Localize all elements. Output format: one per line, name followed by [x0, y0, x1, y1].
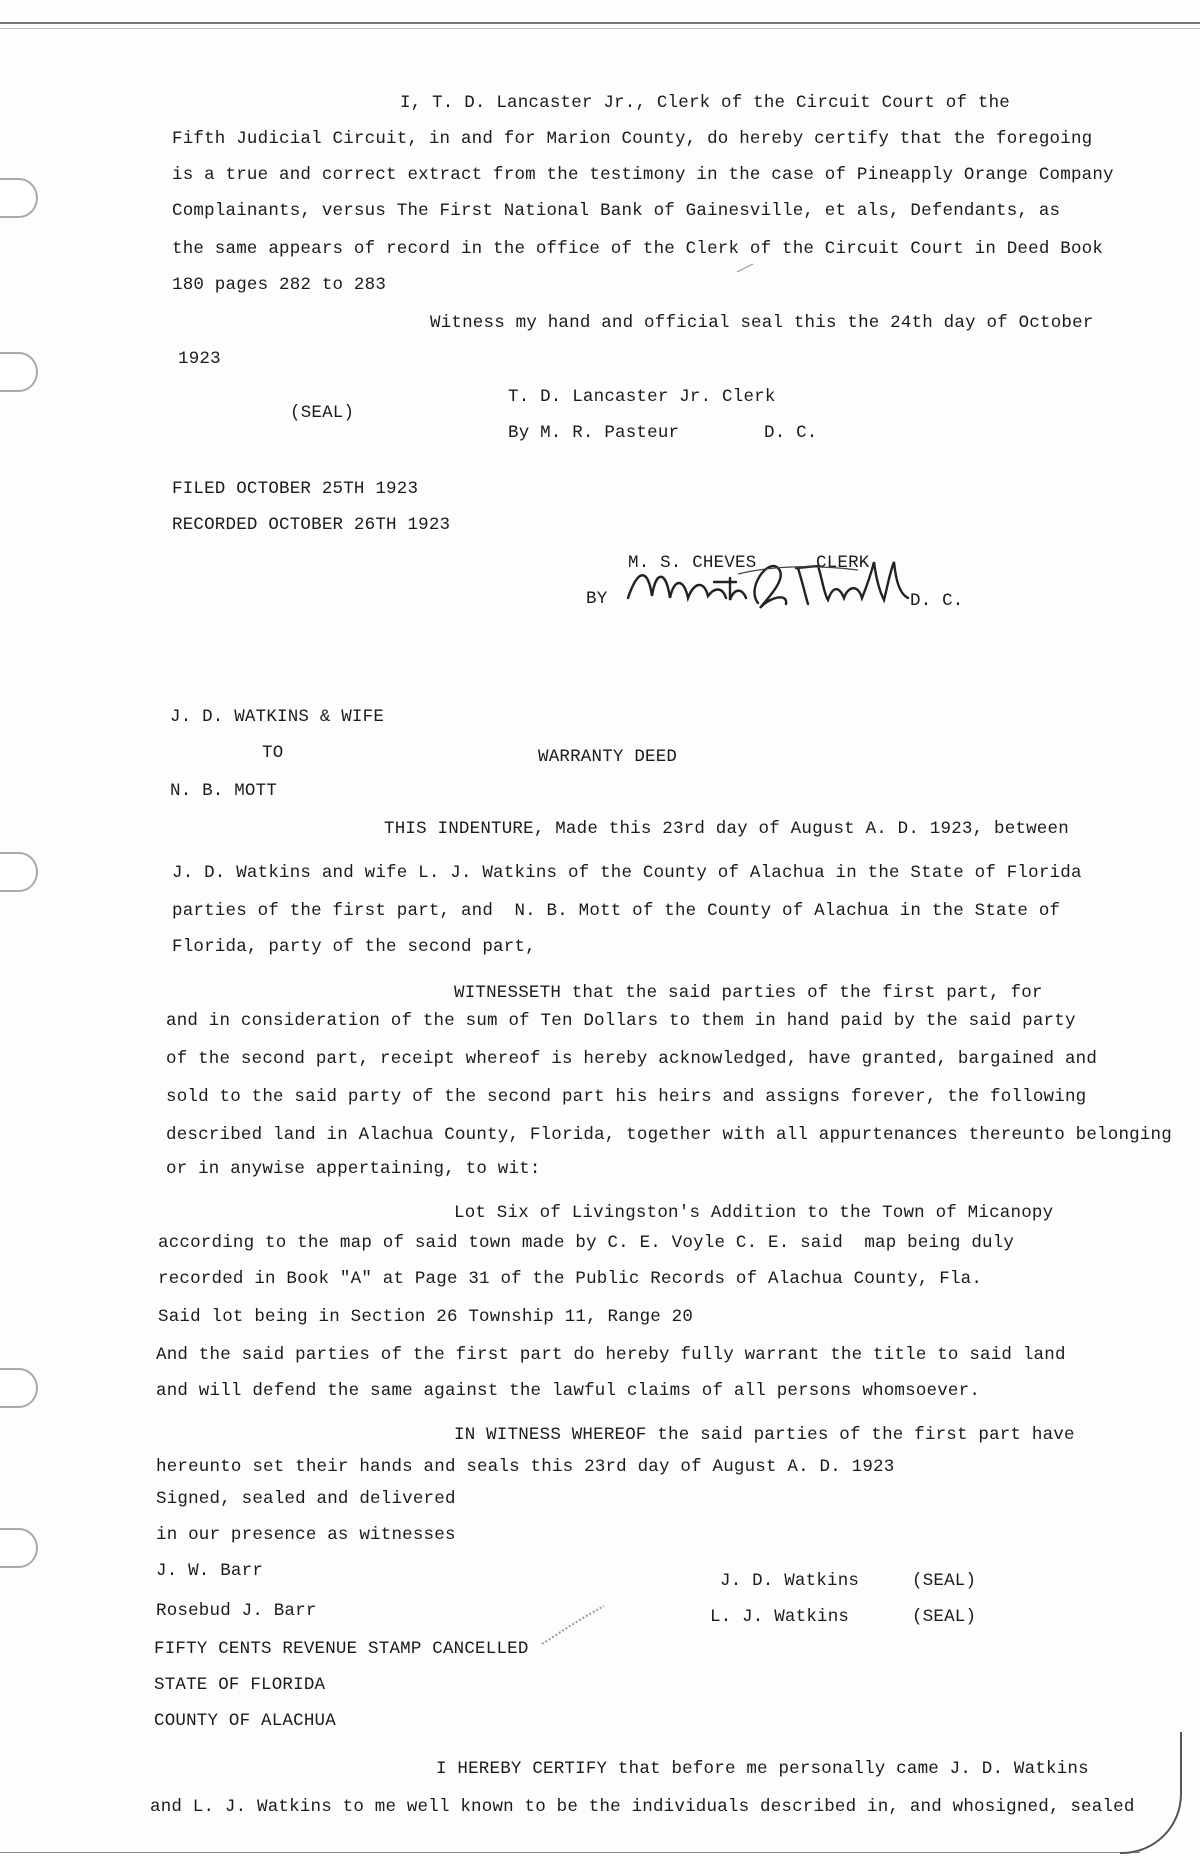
venue-county: COUNTY OF ALACHUA — [154, 1711, 336, 1731]
binder-hole — [0, 1528, 38, 1568]
certificate-line: Complainants, versus The First National Bank of Gainesville, et als, Defendants, as — [172, 201, 1061, 221]
deed-title: WARRANTY DEED — [538, 747, 678, 767]
deed-line: Signed, sealed and delivered — [156, 1489, 456, 1509]
deed-line: And the said parties of the first part do hereby fully warrant the title to said land — [156, 1345, 1066, 1365]
top-rule-secondary — [0, 28, 1200, 29]
certificate-line: the same appears of record in the office of the Clerk of the Circuit Court in Deed Book — [172, 239, 1104, 259]
deed-line: hereunto set their hands and seals this 23rd day of August A. D. 1923 — [156, 1457, 895, 1477]
pencil-tick-icon — [735, 262, 755, 274]
recording-clerk-name: M. S. CHEVES — [628, 553, 757, 573]
recorded-date: RECORDED OCTOBER 26TH 1923 — [172, 515, 451, 535]
deed-line: sold to the said party of the second part his heirs and assigns forever, the following — [166, 1087, 1087, 1107]
deed-line: of the second part, receipt whereof is hereby acknowledged, have granted, bargained and — [166, 1049, 1098, 1069]
clerk-signature-line: T. D. Lancaster Jr. Clerk — [508, 387, 776, 407]
signer-name: J. D. Watkins — [720, 1571, 860, 1591]
deed-line: or in anywise appertaining, to wit: — [166, 1159, 541, 1179]
witness-line: Witness my hand and official seal this the 24th day of October — [430, 313, 1094, 333]
by-label: BY — [586, 589, 608, 609]
deed-line: described land in Alachua County, Florida, together with all appurtenances thereunto belonging — [166, 1125, 1172, 1145]
deed-line: in our presence as witnesses — [156, 1525, 456, 1545]
signer-seal: (SEAL) — [912, 1571, 977, 1591]
deed-line: WITNESSETH that the said parties of the first part, for — [454, 983, 1043, 1003]
deputy-clerk-abbrev: D. C. — [910, 591, 964, 611]
grantor-heading: J. D. WATKINS & WIFE — [170, 707, 385, 727]
deed-line: Lot Six of Livingston's Addition to the Town of Micanopy — [454, 1203, 1054, 1223]
certificate-line: 180 pages 282 to 283 — [172, 275, 387, 295]
certificate-line: I, T. D. Lancaster Jr., Clerk of the Circuit Court of the — [400, 93, 1010, 113]
certificate-line: Fifth Judicial Circuit, in and for Marion County, do hereby certify that the foregoing — [172, 129, 1093, 149]
bottom-rule — [0, 1852, 1140, 1853]
signer-seal: (SEAL) — [912, 1607, 977, 1627]
filed-date: FILED OCTOBER 25TH 1923 — [172, 479, 419, 499]
deed-line: recorded in Book "A" at Page 31 of the Public Records of Alachua County, Fla. — [158, 1269, 983, 1289]
handwritten-signature — [618, 548, 918, 618]
deed-line: parties of the first part, and N. B. Mott of the County of Alachua in the State of — [172, 901, 1061, 921]
deed-line: according to the map of said town made by C. E. Voyle C. E. said map being duly — [158, 1233, 1015, 1253]
acknowledgment-line: and L. J. Watkins to me well known to be the individuals described in, and whosigned, sealed — [150, 1797, 1135, 1817]
binder-hole — [0, 178, 38, 218]
top-rule — [0, 22, 1200, 24]
deed-line: IN WITNESS WHEREOF the said parties of the first part have — [454, 1425, 1075, 1445]
grantee-heading: N. B. MOTT — [170, 781, 278, 801]
witness-name: J. W. Barr — [156, 1561, 264, 1581]
witness-name: Rosebud J. Barr — [156, 1601, 317, 1621]
signer-name: L. J. Watkins — [710, 1607, 850, 1627]
deputy-signature-line: By M. R. Pasteur — [508, 423, 680, 443]
revenue-stamp-note: FIFTY CENTS REVENUE STAMP CANCELLED — [154, 1639, 529, 1659]
acknowledgment-line: I HEREBY CERTIFY that before me personally came J. D. Watkins — [436, 1759, 1089, 1779]
pencil-stroke-icon — [538, 1600, 608, 1650]
venue-state: STATE OF FLORIDA — [154, 1675, 326, 1695]
deed-line: THIS INDENTURE, Made this 23rd day of August A. D. 1923, between — [384, 819, 1069, 839]
deed-line: J. D. Watkins and wife L. J. Watkins of the County of Alachua in the State of Florida — [172, 863, 1082, 883]
deed-line: and in consideration of the sum of Ten Dollars to them in hand paid by the said party — [166, 1011, 1076, 1031]
page-curl — [1120, 1732, 1182, 1854]
deed-line: and will defend the same against the lawful claims of all persons whomsoever. — [156, 1381, 981, 1401]
seal-label: (SEAL) — [290, 403, 355, 423]
certificate-line: is a true and correct extract from the testimony in the case of Pineapply Orange Company — [172, 165, 1114, 185]
deed-line: Florida, party of the second part, — [172, 937, 536, 957]
binder-hole — [0, 1368, 38, 1408]
to-heading: TO — [262, 743, 284, 763]
deed-line: Said lot being in Section 26 Township 11, Range 20 — [158, 1307, 694, 1327]
deputy-clerk-abbrev: D. C. — [764, 423, 818, 443]
recording-clerk-title: CLERK — [816, 553, 870, 573]
binder-hole — [0, 352, 38, 392]
witness-year: 1923 — [178, 349, 221, 369]
binder-hole — [0, 852, 38, 892]
